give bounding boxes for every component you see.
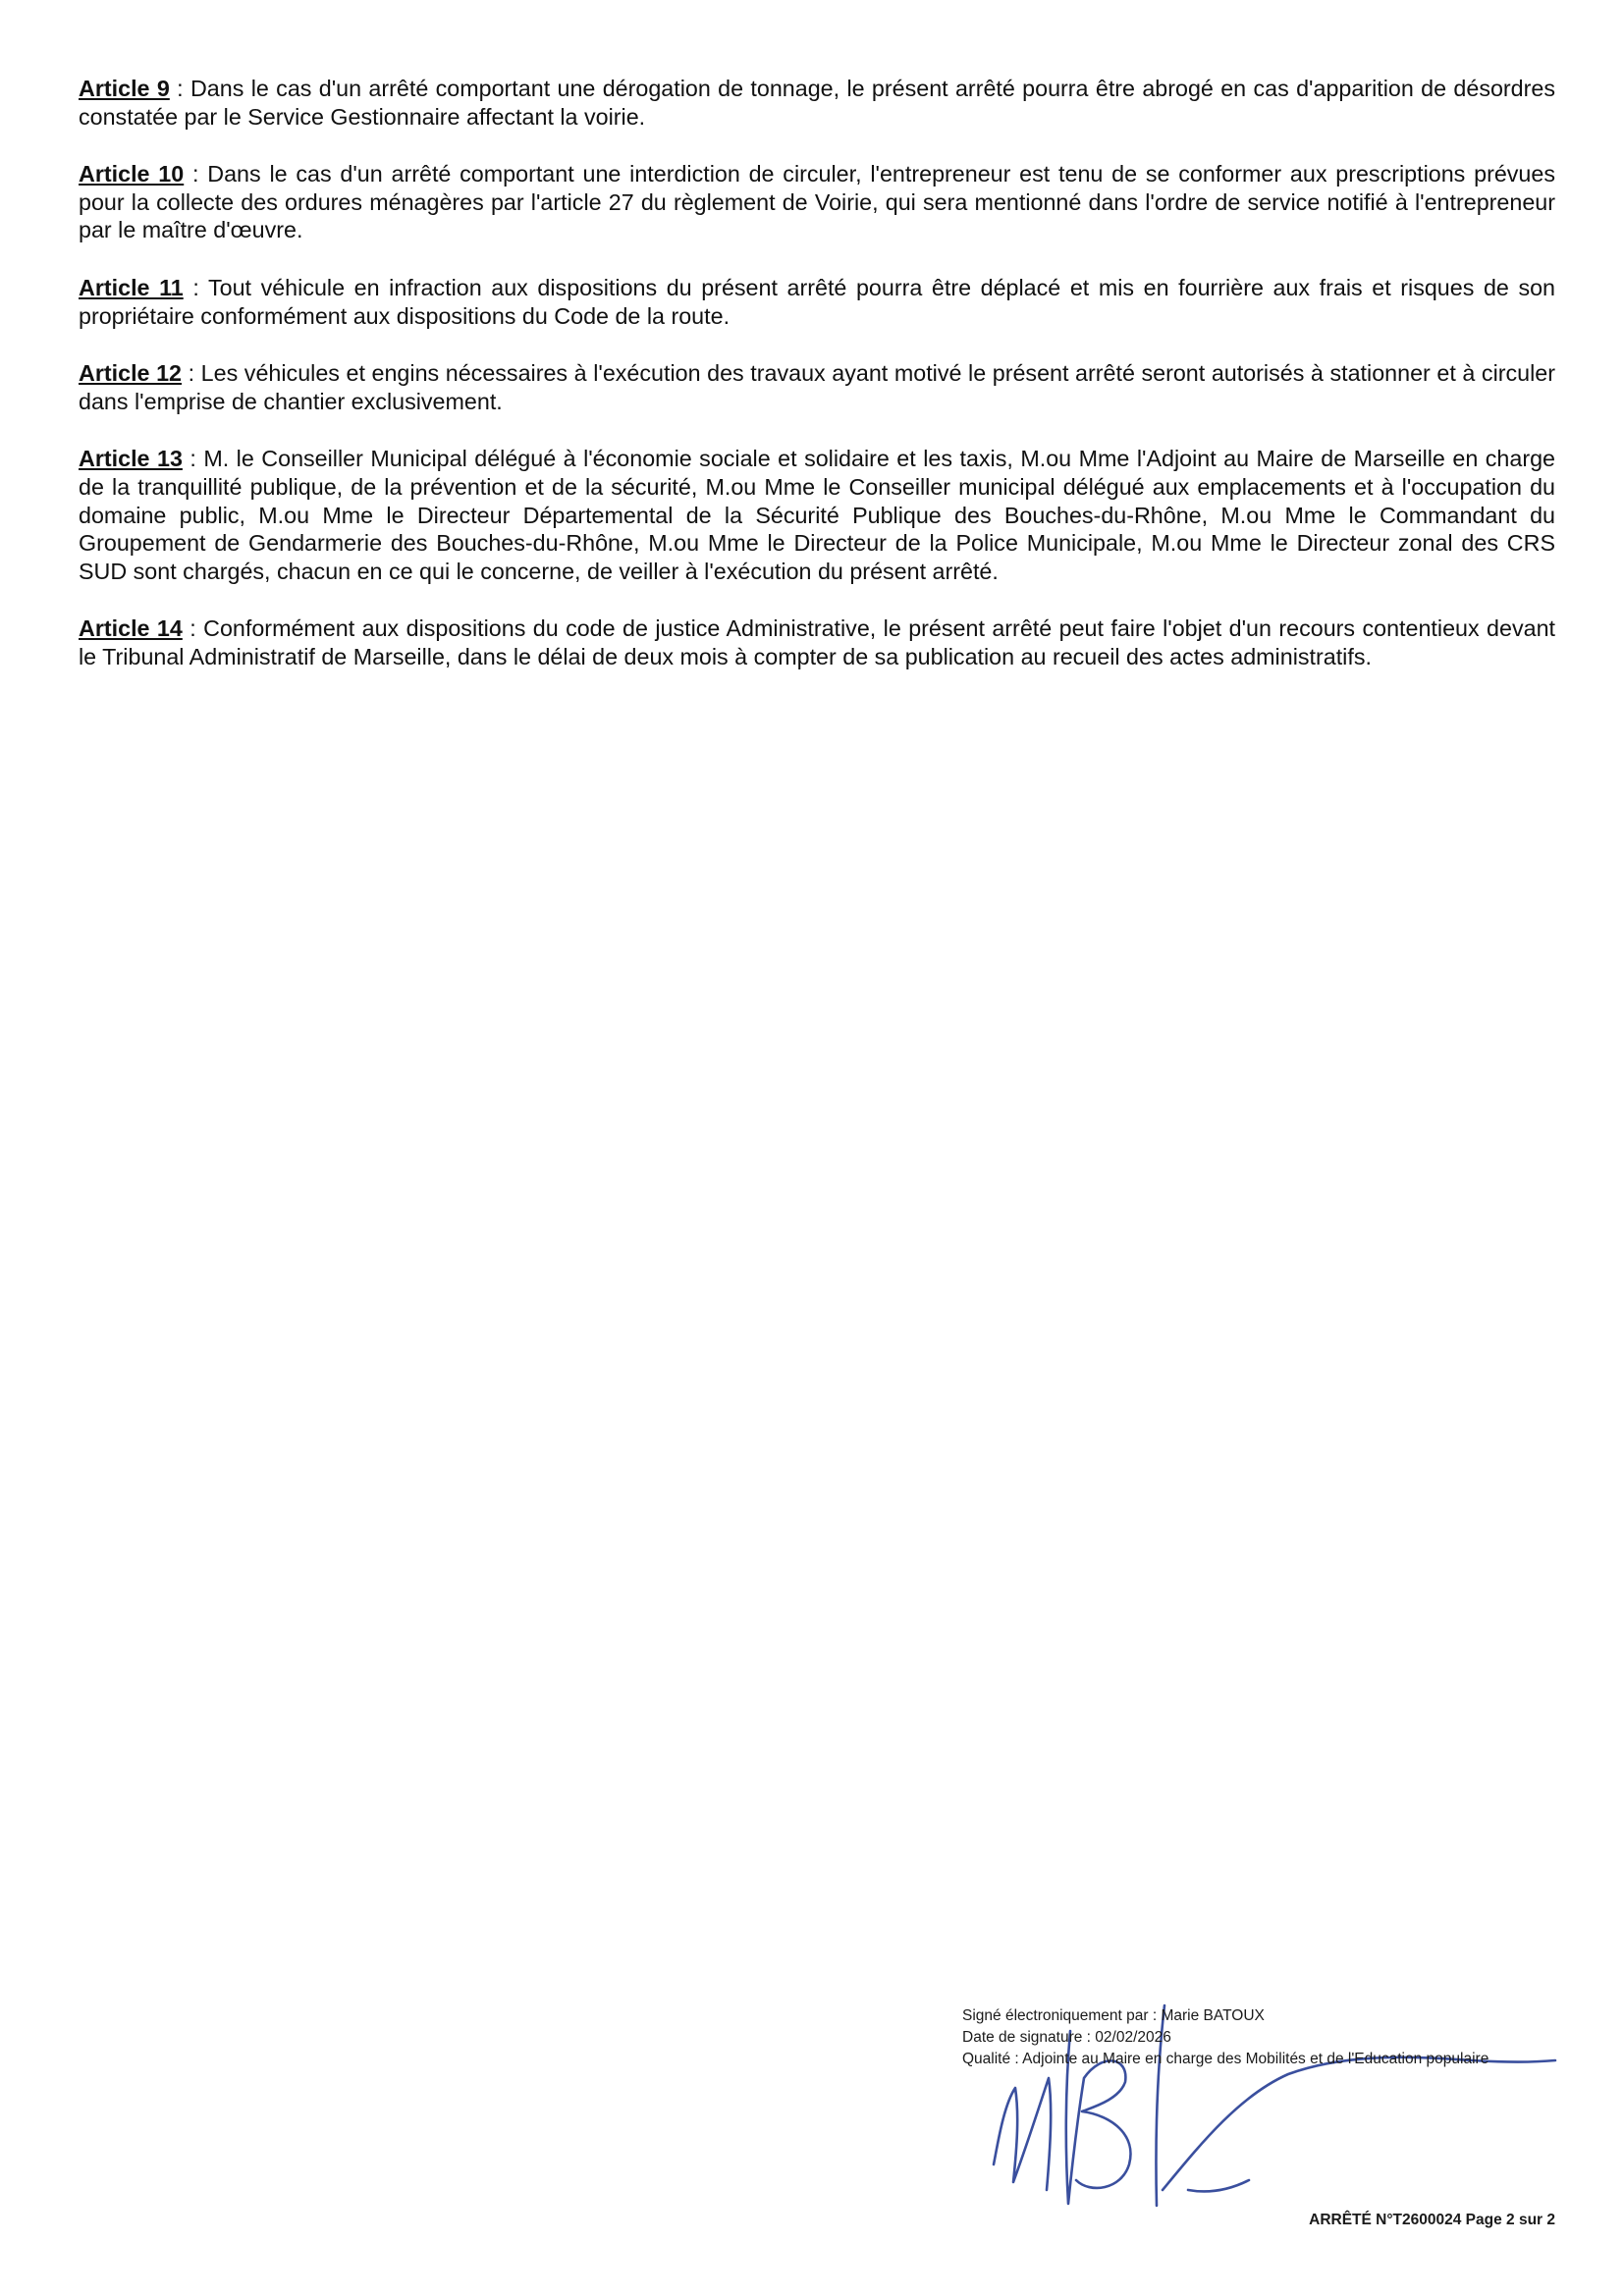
article-10-label: Article 10 [79, 161, 185, 187]
article-11 [79, 274, 1555, 330]
signature-details [962, 2005, 1489, 2070]
signature-block [954, 1998, 1583, 2214]
article-13-text: : M. le Conseiller Municipal délégué à l'économie sociale et solidaire et les taxis, M.ou Mme l'Adjoint au Maire de Marseille en charge de la tranquillité publique, de la prévention et de la sécurité, M.ou Mme le Conseiller municipal délégué aux emplacements et à l'occupation du domaine public, M.ou Mme le Directeur Départemental de la Sécurité Publique des Bouches-du-Rhône, M.ou Mme le Commandant du Groupement de Gendarmerie des Bouches-du-Rhône, M.ou Mme le Directeur de la Police Municipale, M.ou Mme le Directeur zonal des CRS SUD sont chargés, chacun en ce qui le concerne, de veiller à l'exécution du présent arrêté. [79, 446, 1555, 584]
articles-section [79, 75, 1555, 701]
article-13-label: Article 13 [79, 446, 183, 472]
page-footer-reference: ARRÊTÉ N°T2600024 Page 2 sur 2 [1309, 2212, 1555, 2228]
article-10-text: : Dans le cas d'un arrêté comportant une interdiction de circuler, l'entrepreneur est tenu de se conformer aux prescriptions prévues pour la collecte des ordures ménagères par l'article 27 du règlement de Voirie, qui sera mentionné dans l'ordre de service notifié à l'entrepreneur par le maître d'œuvre. [79, 161, 1555, 243]
article-13 [79, 445, 1555, 585]
article-9-text: : Dans le cas d'un arrêté comportant une dérogation de tonnage, le présent arrêté pourra être abrogé en cas d'apparition de désordres constatée par le Service Gestionnaire affectant la voirie. [79, 76, 1556, 130]
article-14 [79, 614, 1555, 670]
article-11-text: : Tout véhicule en infraction aux dispositions du présent arrêté pourra être déplacé et mis en fourrière aux frais et risques de son propriétaire conformément aux dispositions du Code de la route. [79, 274, 1556, 329]
article-11-label: Article 11 [79, 274, 184, 300]
article-14-text: : Conformément aux dispositions du code de justice Administrative, le présent arrêté peut faire l'objet d'un recours contentieux devant le Tribunal Administratif de Marseille, dans le délai de deux mois à compter de sa publication au recueil des actes administratifs. [79, 615, 1555, 669]
signature-date-line: Date de signature : 02/02/2026 [962, 2029, 1171, 2046]
article-10 [79, 160, 1555, 244]
article-9 [79, 75, 1555, 131]
article-12-label: Article 12 [79, 360, 183, 387]
article-9-label: Article 9 [79, 76, 170, 101]
signature-quality-line: Qualité : Adjointe au Maire en charge des Mobilités et de l'Education populaire [962, 2051, 1489, 2067]
article-12-text: : Les véhicules et engins nécessaires à l'exécution des travaux ayant motivé le présent arrêté seront autorisés à stationner et à circuler dans l'emprise de chantier exclusivement. [79, 360, 1555, 414]
article-14-label: Article 14 [79, 615, 183, 642]
article-12 [79, 359, 1555, 415]
signed-by-line: Signé électroniquement par : Marie BATOUX [962, 2007, 1265, 2024]
